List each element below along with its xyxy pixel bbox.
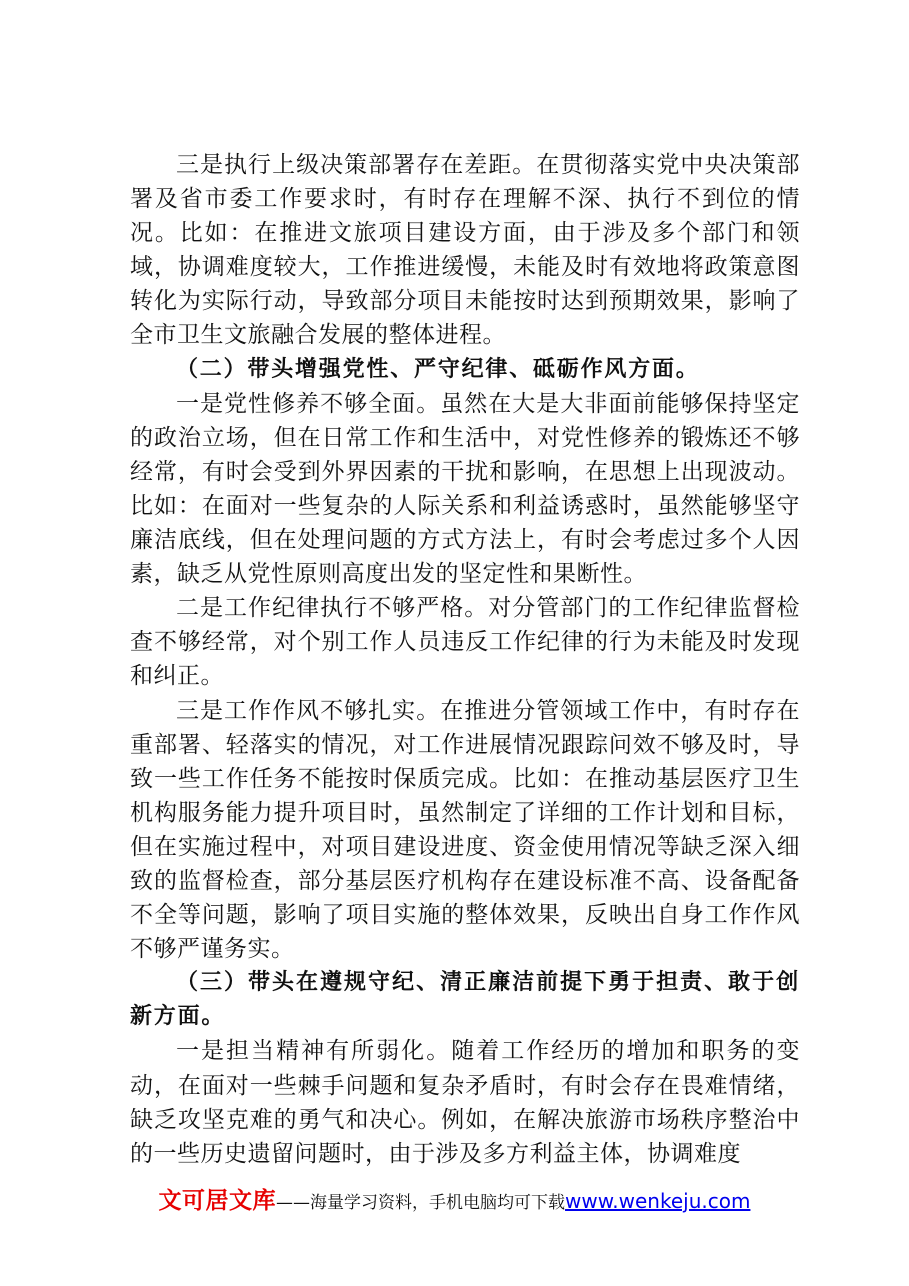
paragraph-execution-gap: 三是执行上级决策部署存在差距。在贯彻落实党中央决策部署及省市委工作要求时，有时存在理解不深、执行不到位的情况。比如：在推进文旅项目建设方面，由于涉及多个部门和领域，协调难度较大，工作推进缓慢，未能及时有效地将政策意图转化为实际行动，导致部分项目未能按时达到预期效果，影响了全市卫生文旅融合发展的整体进程。 (130, 152, 800, 349)
paragraph-party-spirit: 一是党性修养不够全面。虽然在大是大非面前能够保持坚定的政治立场，但在日常工作和生活中，对党性修养的锻炼还不够经常，有时会受到外界因素的干扰和影响，在思想上出现波动。比如：在面对一些复杂的人际关系和利益诱惑时，虽然能够坚守廉洁底线，但在处理问题的方式方法上，有时会考虑过多个人因素，缺乏从党性原则高度出发的坚定性和果断性。 (130, 390, 800, 588)
footer-url-link[interactable]: www.wenkeju.com (565, 1189, 751, 1213)
footer-brand: 文可居文库 (158, 1188, 277, 1214)
paragraph-work-style: 三是工作作风不够扎实。在推进分管领域工作中，有时存在重部署、轻落实的情况，对工作进展情况跟踪问效不够及时，导致一些工作任务不能按时保质完成。比如：在推动基层医疗卫生机构服务能力提升项目时，虽然制定了详细的工作计划和目标，但在实施过程中，对项目建设进度、资金使用情况等缺乏深入细致的监督检查，部分基层医疗机构存在建设标准不高、设备配备不全等问题，影响了项目实施的整体效果，反映出自身工作作风不够严谨务实。 (130, 697, 800, 963)
paragraph-responsibility: 一是担当精神有所弱化。随着工作经历的增加和职务的变动，在面对一些棘手问题和复杂矛盾时，有时会存在畏难情绪，缺乏攻坚克难的勇气和决心。例如，在解决旅游市场秩序整治中的一些历史遗留问题时，由于涉及多方利益主体，协调难度 (130, 1038, 800, 1167)
section-heading-2: （二）带头增强党性、严守纪律、砥砺作风方面。 (176, 356, 700, 382)
footer-tagline: ——海量学习资料，手机电脑均可下载 (276, 1193, 566, 1213)
footer-banner (0, 1182, 909, 1215)
paragraph-work-discipline: 二是工作纪律执行不够严格。对分管部门的工作纪律监督检查不够经常，对个别工作人员违反工作纪律的行为未能及时发现和纠正。 (130, 595, 800, 690)
document-body (130, 148, 800, 1171)
section-heading-3: （三）带头在遵规守纪、清正廉洁前提下勇于担责、敢于创新方面。 (130, 970, 800, 1030)
